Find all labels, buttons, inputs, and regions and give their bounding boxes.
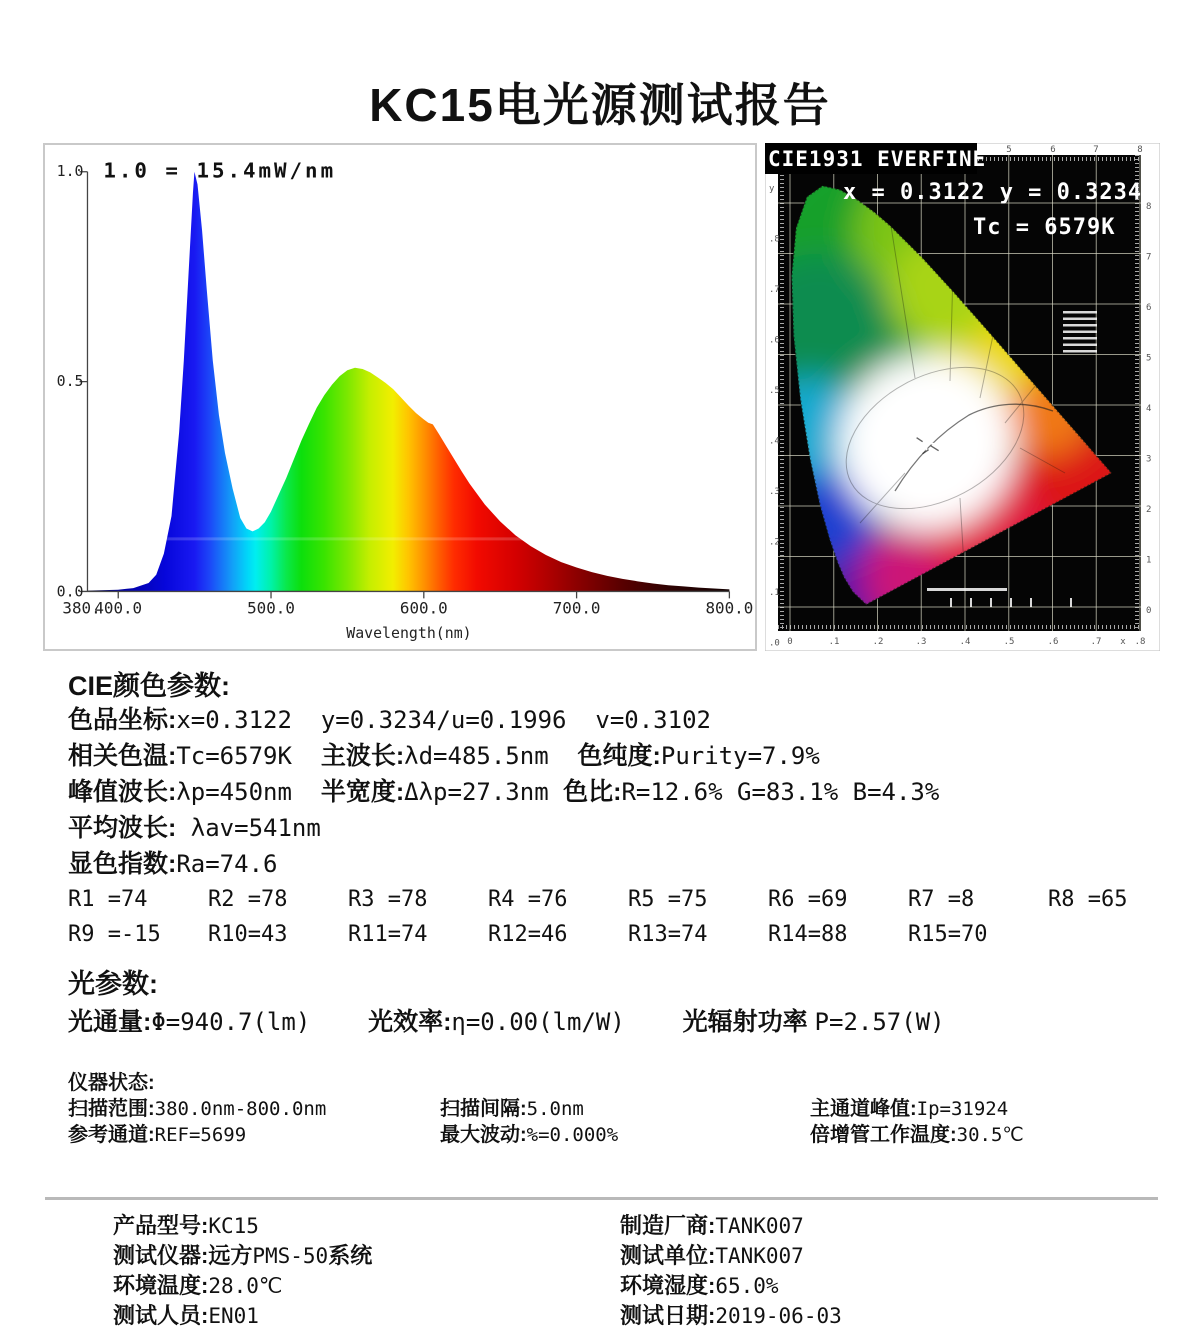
tick-label: 5: [1006, 145, 1012, 155]
tick-label: 6: [1146, 303, 1152, 313]
r-index-value: R3 =78: [348, 887, 428, 912]
spectrum-y-tick-labels: [57, 162, 84, 601]
r-index-value: R2 =78: [208, 887, 288, 912]
text-segment: 相关色温:: [68, 742, 177, 770]
text-segment: 扫描范围:: [68, 1098, 155, 1120]
parameters-area: [68, 670, 1170, 1148]
text-segment: 色品坐标:: [68, 706, 177, 734]
text-segment: 5.0nm: [526, 1098, 584, 1120]
text-segment: 30.5℃: [956, 1124, 1024, 1146]
text-segment: y=0.3234/u=0.1996: [320, 706, 596, 734]
manufacturer: [620, 1211, 842, 1241]
tick-label: 500.0: [247, 598, 295, 618]
r-index-value: R5 =75: [628, 887, 708, 912]
product-model: [113, 1211, 372, 1241]
text-segment: 主通道峰值:: [810, 1098, 917, 1120]
text-segment: TANK007: [715, 1214, 804, 1238]
tick-label: 7: [1146, 252, 1152, 263]
tick-label: 0.0: [56, 582, 84, 601]
text-segment: 色纯度:: [577, 742, 661, 770]
tick-label: .1: [828, 637, 840, 647]
text-segment: TANK007: [715, 1244, 804, 1268]
test-unit: [620, 1241, 842, 1271]
spectrum-area: [87, 172, 729, 592]
scan-range: [68, 1096, 440, 1122]
test-date: [620, 1301, 842, 1331]
cie-header: CIE1931 EVERFINE: [768, 147, 987, 171]
main-channel-peak: [810, 1096, 1170, 1122]
text-segment: 系统: [328, 1243, 373, 1268]
text-segment: 远方: [208, 1243, 253, 1268]
text-segment: 测试日期:: [620, 1303, 716, 1328]
ambient-humidity: [620, 1271, 842, 1301]
text-segment: 制造厂商:: [620, 1213, 716, 1238]
r-index-value: R1 =74: [68, 887, 148, 912]
text-segment: 色比:: [563, 778, 622, 806]
tick-label: .8: [1134, 637, 1146, 647]
spectrum-annotation: 1.0 = 15.4mW/nm: [103, 158, 337, 183]
tick-label: .2: [769, 537, 780, 548]
text-segment: EN01: [208, 1304, 259, 1328]
spectrum-x-tick-labels: [62, 598, 753, 617]
report-title: KC15电光源测试报告: [369, 78, 831, 131]
tick-label: 6: [1050, 145, 1056, 155]
text-segment: KC15: [208, 1214, 259, 1238]
tick-label: 380.: [62, 598, 101, 618]
tick-label: .3: [769, 487, 780, 497]
tick-label: .7: [769, 285, 780, 295]
text-segment: 环境湿度:: [620, 1273, 716, 1298]
scan-interval: [440, 1096, 810, 1122]
tick-label: .8: [769, 234, 780, 245]
tick-label: 2: [1146, 505, 1152, 515]
test-instrument: [113, 1241, 372, 1271]
text-segment: λp=450nm: [176, 778, 321, 806]
text-segment: 最大波动:: [440, 1124, 527, 1146]
light-params-heading: 光参数:: [68, 969, 158, 999]
r-index-value: R11=74: [348, 922, 428, 947]
r-index-value: R4 =76: [488, 887, 568, 912]
r-index-value: R15=70: [908, 922, 988, 947]
r-index-value: R12=46: [488, 922, 568, 947]
text-segment: 环境温度:: [113, 1273, 209, 1298]
tick-label: 700.0: [552, 598, 601, 618]
cie-diagram: [765, 143, 1160, 651]
r-index-value: R9 =-15: [68, 922, 161, 947]
pmt-temperature: [810, 1122, 1170, 1148]
avg-wavelength-line: [68, 810, 1170, 846]
r-index-value: R8 =65: [1048, 887, 1128, 912]
text-segment: REF=5699: [154, 1124, 247, 1146]
ambient-temperature: [113, 1271, 372, 1301]
cie-params-heading: CIE颜色参数:: [68, 671, 230, 701]
peak-wavelength-line: [68, 774, 1170, 810]
test-operator: [113, 1301, 372, 1331]
text-segment: 65.0%: [715, 1274, 779, 1298]
text-segment: R=12.6% G=83.1% B=4.3%: [621, 778, 940, 806]
text-segment: 扫描间隔:: [440, 1098, 527, 1120]
spectrum-chart: [45, 145, 755, 649]
text-segment: 显色指数:: [68, 850, 177, 878]
tick-label: 0.5: [56, 372, 84, 391]
footer-divider: [45, 1197, 1158, 1200]
text-segment: Tc=6579K: [176, 742, 321, 770]
text-segment: Ip=31924: [916, 1098, 1009, 1120]
text-segment: 峰值波长:: [68, 778, 177, 806]
text-segment: 半宽度:: [320, 778, 405, 806]
tick-label: x: [1120, 637, 1126, 647]
luminous-flux-line: [68, 1004, 1170, 1040]
text-segment: 光辐射功率: [682, 1008, 815, 1036]
tick-label: 4: [1146, 404, 1152, 414]
text-segment: 380.0nm-800.0nm: [154, 1098, 327, 1120]
tick-label: y: [769, 184, 775, 194]
text-segment: Ra=74.6: [176, 850, 278, 878]
text-segment: x=0.3122: [176, 706, 321, 734]
instrument-status-heading: 仪器状态:: [68, 1072, 155, 1094]
tick-label: .4: [769, 436, 780, 447]
r-index-value: R7 =8: [908, 887, 975, 912]
tick-label: .4: [959, 637, 971, 647]
tick-label: .5: [1003, 637, 1015, 647]
tick-label: .7: [1090, 637, 1102, 647]
text-segment: 平均波长:: [68, 814, 177, 842]
text-segment: 光通量:: [68, 1008, 152, 1036]
r-index-value: R6 =69: [768, 887, 848, 912]
text-segment: Δλp=27.3nm: [404, 778, 564, 806]
footer-column-right: [620, 1211, 842, 1331]
spectrum-xlabel: Wavelength(nm): [346, 624, 472, 643]
text-segment: P=2.57(W): [814, 1008, 945, 1036]
max-fluctuation: [440, 1122, 810, 1148]
tick-label: 8: [1146, 202, 1152, 212]
text-segment: 光效率:: [368, 1008, 452, 1036]
tick-label: .6: [1047, 637, 1059, 647]
text-segment: 倍增管工作温度:: [810, 1124, 957, 1146]
r-index-value: R13=74: [628, 922, 708, 947]
tick-label: .6: [769, 335, 780, 346]
text-segment: 参考通道:: [68, 1124, 155, 1146]
tick-label: .0: [769, 638, 780, 649]
tick-label: 5: [1146, 353, 1152, 364]
tick-label: 0: [1146, 606, 1152, 616]
text-segment: 测试仪器:: [113, 1243, 209, 1268]
cri-r9-r15-row: [68, 917, 1170, 952]
cie-coords-text: x = 0.3122 y = 0.3234: [843, 180, 1143, 205]
text-segment: Φ=940.7(lm): [151, 1008, 369, 1036]
tick-label: 1.0: [56, 161, 84, 180]
tick-label: 400.0: [94, 598, 143, 618]
tick-label: 8: [1137, 145, 1143, 155]
instrument-row-1: [68, 1096, 1170, 1122]
instrument-row-2: [68, 1122, 1170, 1148]
r-index-value: R10=43: [208, 922, 288, 947]
spectrum-chart-panel: [43, 143, 757, 651]
text-segment: 2019-06-03: [715, 1304, 842, 1328]
text-segment: 28.0℃: [208, 1274, 283, 1298]
text-segment: PMS-50: [252, 1244, 329, 1268]
text-segment: %=0.000%: [526, 1124, 619, 1146]
tick-label: 1: [1146, 555, 1152, 566]
text-segment: 测试单位:: [620, 1243, 716, 1268]
tick-label: 600.0: [399, 598, 448, 618]
tick-label: 0: [787, 637, 793, 647]
cri-r1-r8-row: [68, 882, 1170, 917]
text-segment: Purity=7.9%: [660, 742, 820, 770]
tick-label: .1: [769, 588, 780, 598]
text-segment: λav=541nm: [176, 814, 321, 842]
tick-label: 800.0: [705, 598, 754, 618]
text-segment: 产品型号:: [113, 1213, 209, 1238]
cri-line: [68, 846, 1170, 882]
text-segment: λd=485.5nm: [404, 742, 578, 770]
text-segment: 主波长:: [320, 742, 405, 770]
text-segment: η=0.00(lm/W): [451, 1008, 683, 1036]
r-index-value: R14=88: [768, 922, 848, 947]
tick-label: .2: [872, 637, 884, 647]
color-temp-line: [68, 738, 1170, 774]
chromaticity-coords-line: [68, 702, 1170, 738]
tick-label: .3: [915, 637, 927, 647]
tick-label: .5: [769, 386, 780, 396]
text-segment: v=0.3102: [595, 706, 711, 734]
reference-channel: [68, 1122, 440, 1148]
footer-column-left: [113, 1211, 372, 1331]
tick-label: 3: [1146, 454, 1152, 465]
cie-diagram-panel: [765, 143, 1160, 651]
text-segment: 测试人员:: [113, 1303, 209, 1328]
tick-label: 7: [1093, 145, 1099, 155]
cie-tc-text: Tc = 6579K: [973, 215, 1116, 240]
